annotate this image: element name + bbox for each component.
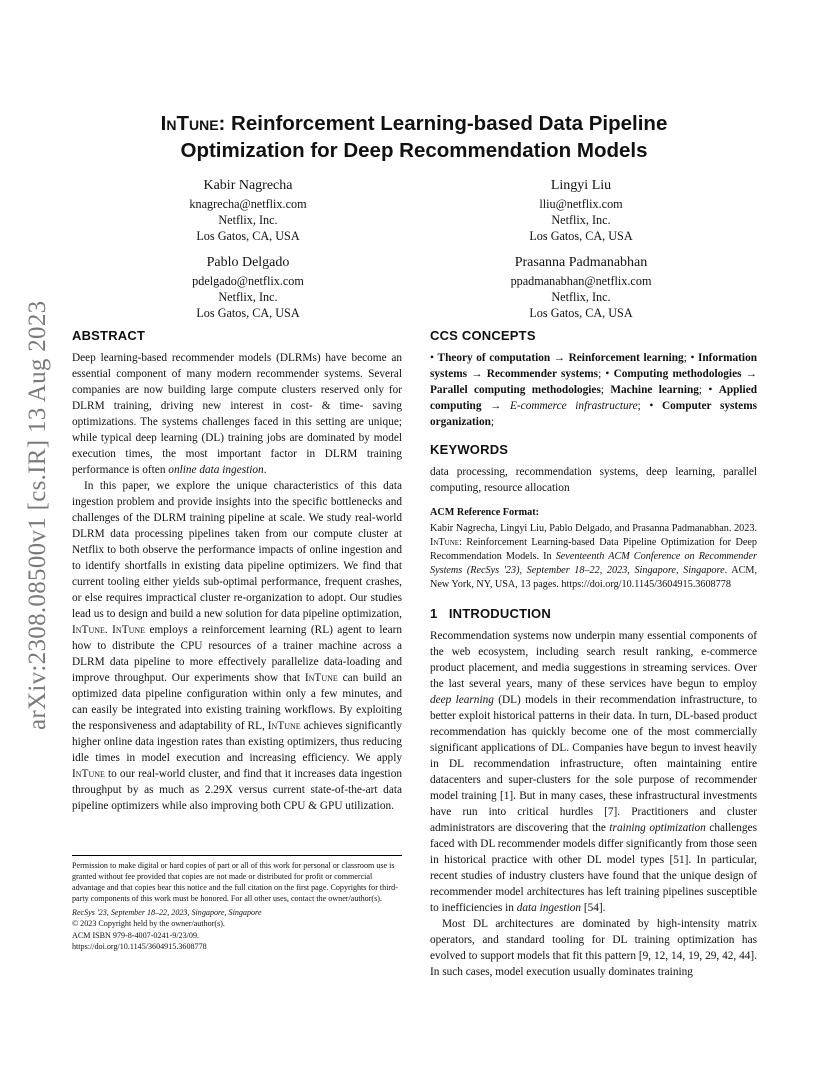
abstract-paragraph-1: Deep learning-based recommender models (DLRMs) have become an essential component of many modern recommender systems. Several companies are now building large compute clusters reserved only for DLRM training, driving new interest in cost- & time- saving optimizations. The systems challenges faced in this setting are unique; while typical deep learning (DL) training jobs are dominated by model execution times, the most important factor in DLRM training performance is often online data ingestion. — [72, 352, 402, 476]
copyright-footnote — [72, 855, 402, 952]
system-name: InTune — [160, 112, 219, 135]
author-name: Pablo Delgado — [206, 255, 290, 270]
author-email: ppadmanabhan@netflix.com — [510, 274, 652, 288]
keywords-text: data processing, recommendation systems, deep learning, parallel computing, resource allocation — [430, 466, 757, 494]
author-email: pdelgado@netflix.com — [192, 274, 304, 288]
title-line-2: Optimization for Deep Recommendation Models — [180, 139, 648, 162]
arxiv-identifier: arXiv:2308.08500v1 [cs.IR] 13 Aug 2023 — [24, 300, 51, 730]
copyright-line: © 2023 Copyright held by the owner/author(s). — [72, 919, 225, 929]
ccs-concepts: • Theory of computation → Reinforcement learning; • Information systems → Recommender systems; • Computing methodologies → Parallel computing methodologies; Machine learning; • Applied computing → E-commerce infrastructure; • Computer systems organization; — [430, 352, 757, 428]
author-name: Lingyi Liu — [550, 178, 612, 193]
author-location: Los Gatos, CA, USA — [529, 306, 633, 320]
author-org: Netflix, Inc. — [551, 213, 611, 227]
author-org: Netflix, Inc. — [551, 290, 611, 304]
doi-line: https://doi.org/10.1145/3604915.3608778 — [72, 941, 207, 951]
right-column — [430, 328, 757, 980]
author-org: Netflix, Inc. — [218, 290, 278, 304]
venue-line: RecSys '23, September 18–22, 2023, Singapore, Singapore — [72, 908, 262, 918]
author-org: Netflix, Inc. — [218, 213, 278, 227]
author-block-2 — [451, 176, 711, 244]
keywords-heading: KEYWORDS — [430, 442, 509, 457]
author-email: lliu@netflix.com — [539, 197, 623, 211]
ccs-heading: CCS CONCEPTS — [430, 328, 536, 343]
introduction-heading: 1 INTRODUCTION — [430, 606, 551, 621]
introduction-paragraph-2: Most DL architectures are dominated by high-intensity matrix operators, and standard tooling for DL training optimization has evolved to support models that fit this pattern [9, 12, 14, 19, 29, 42, 44]. In such cases, model execution usually dominates training — [430, 918, 757, 978]
author-block-3 — [118, 253, 378, 321]
permission-notice: Permission to make digital or hard copies of part or all of this work for personal or classroom use is granted without fee provided that copies are not made or distributed for profit or commercial advantage and that copies bear this notice and the full citation on the first page. Copyrights for third-party components of this work must be honored. For all other uses, contact the owner/author(s). — [72, 861, 398, 904]
author-email: knagrecha@netflix.com — [189, 197, 307, 211]
abstract-heading: ABSTRACT — [72, 328, 146, 343]
isbn-line: ACM ISBN 979-8-4007-0241-9/23/09. — [72, 930, 200, 940]
title-line-1: : Reinforcement Learning-based Data Pipeline — [218, 112, 668, 135]
introduction-paragraph-1: Recommendation systems now underpin many essential components of the web ecosystem, including search result ranking, e-commerce product placement, and media suggestions in streaming services. Over the last several years, many of these services have begun to employ deep learning (DL) models in their recommendation infrastructure, to better exploit historical patterns in their data. In turn, DL-based product recommendation has quickly become one of the most commercially significant applications of DL. Companies have begun to invest heavily in DL recommendation infrastructure, often maintaining entire datacenters and super-clusters for the sole purpose of recommender model training [1]. But in many cases, these infrastructural investments have run into critical hurdles [7]. Practitioners and cluster administrators are discovering that the training optimization challenges faced with DL recommender models differ significantly from those seen in historical practice with other DL model types [51]. In particular, recent studies of industry clusters have found that the unique design of recommender model architectures has left training pipelines susceptible to inefficiencies in data ingestion [54]. — [430, 630, 757, 914]
author-block-1 — [118, 176, 378, 244]
author-block-4 — [451, 253, 711, 321]
author-location: Los Gatos, CA, USA — [196, 306, 300, 320]
author-location: Los Gatos, CA, USA — [529, 229, 633, 243]
author-location: Los Gatos, CA, USA — [196, 229, 300, 243]
abstract-section — [72, 328, 402, 814]
paper-title — [72, 110, 756, 164]
abstract-paragraph-2: In this paper, we explore the unique characteristics of this data ingestion problem and provide insights into the specific bottlenecks and challenges of the DLRM training pipeline at scale. We study real-world DLRM data processing pipelines taken from our compute cluster at Netflix to both observe the performance impacts of online ingestion and to identify shortfalls in existing data pipeline optimizers. We find that current tooling either yields sub-optimal performance, frequent crashes, or else requires impractical cluster re-organization to adopt. Our studies lead us to design and build a new solution for data pipeline optimization, InTune. InTune employs a reinforcement learning (RL) agent to learn how to distribute the CPU resources of a trainer machine across a DLRM data pipeline to more effectively parallelize data-loading and improve throughput. Our experiments show that InTune can build an optimized data pipeline configuration within only a few minutes, and can easily be integrated into existing training workflows. By exploiting the responsiveness and adaptability of RL, InTune achieves significantly higher online data ingestion rates than existing optimizers, thus reducing idle times in model execution and increasing efficiency. We apply InTune to our real-world cluster, and find that it increases data ingestion throughput by as much as 2.29X versus current state-of-the-art data pipeline optimizers while also improving both CPU & GPU utilization. — [72, 480, 402, 812]
author-name: Prasanna Padmanabhan — [514, 255, 648, 270]
acm-reference-heading: ACM Reference Format: — [430, 507, 539, 518]
acm-reference: ACM Reference Format: Kabir Nagrecha, Lingyi Liu, Pablo Delgado, and Prasanna Padmanabhan. 2023. InTune: Reinforcement Learning-based Data Pipeline Optimization for Deep Recommendation Models. In Seventeenth ACM Conference on Recommender Systems (RecSys '23), September 18–22, 2023, Singapore, Singapore. ACM, New York, NY, USA, 13 pages. https://doi.org/10.1145/3604915.3608778 — [430, 507, 757, 590]
author-name: Kabir Nagrecha — [203, 178, 293, 193]
